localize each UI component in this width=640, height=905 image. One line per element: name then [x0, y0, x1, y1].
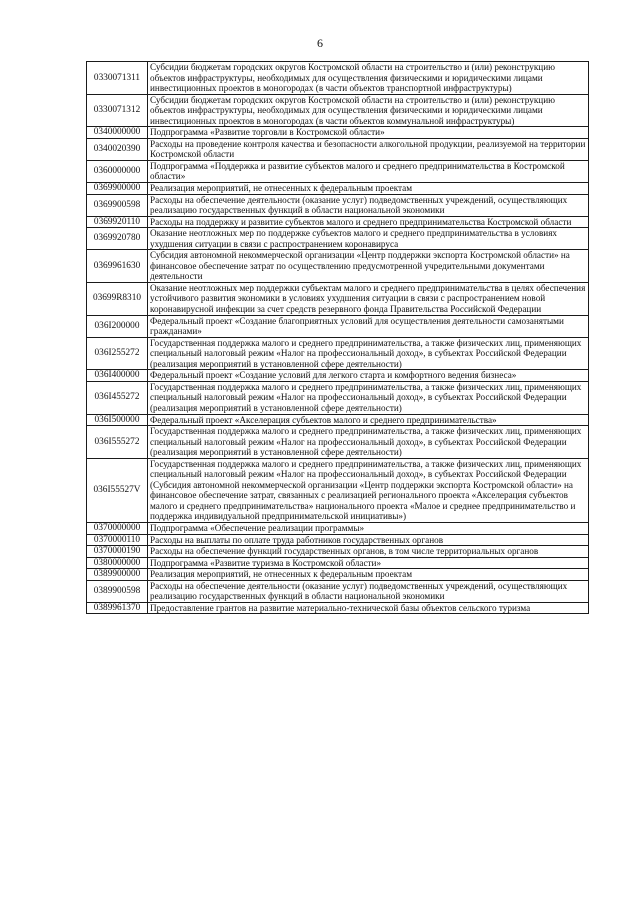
table-row — [87, 414, 589, 426]
classification-code: 0360000000 — [87, 160, 148, 182]
classification-code: 0370000190 — [87, 546, 148, 558]
classification-code: 0340000000 — [87, 127, 148, 139]
classification-code: 0369961630 — [87, 250, 148, 283]
table-row — [87, 194, 589, 216]
expense-description: Федеральный проект «Создание благоприятных условий для осуществления деятельности самозанятыми гражданами» — [148, 315, 589, 337]
classification-code: 036I255272 — [87, 337, 148, 370]
expense-description: Субсидии бюджетам городских округов Костромской области на строительство и (или) реконструкцию объектов инфраструктуры, необходимых для осуществления физическими и юридическими лицами инвестиционных проектов в моногородах (в части объектов транспортной инфраструктуры) — [148, 62, 589, 95]
classification-code: 0369900000 — [87, 183, 148, 195]
classification-code: 03699R8310 — [87, 282, 148, 315]
classification-code: 0370000000 — [87, 522, 148, 534]
classification-code: 0369920780 — [87, 228, 148, 250]
expense-description: Субсидии бюджетам городских округов Костромской области на строительство и (или) реконструкцию объектов инфраструктуры, необходимых для осуществления физическими и юридическими лицами инвестиционных проектов в моногородах (в части объектов коммунальной инфраструктуры) — [148, 94, 589, 127]
classification-code: 0380000000 — [87, 557, 148, 569]
expense-description: Расходы на обеспечение функций государственных органов, в том числе территориальных органов — [148, 546, 589, 558]
table-row — [87, 183, 589, 195]
table-row — [87, 522, 589, 534]
table-row — [87, 337, 589, 370]
expense-description: Федеральный проект «Акселерация субъектов малого и среднего предпринимательства» — [148, 414, 589, 426]
expense-description: Государственная поддержка малого и среднего предпринимательства, а также физических лиц, применяющих специальный налоговый режим «Налог на профессиональный доход», в субъектах Российской Федерации (реализация мероприятий в установленной сфере деятельности) — [148, 381, 589, 414]
classification-code: 0369920110 — [87, 216, 148, 228]
table-row — [87, 569, 589, 581]
table-row — [87, 282, 589, 315]
classification-code: 0330071311 — [87, 62, 148, 95]
table-row — [87, 228, 589, 250]
table-row — [87, 580, 589, 602]
expense-description: Реализация мероприятий, не отнесенных к федеральным проектам — [148, 569, 589, 581]
expense-description: Федеральный проект «Создание условий для легкого старта и комфортного ведения бизнеса» — [148, 370, 589, 382]
classification-code: 036I200000 — [87, 315, 148, 337]
classification-code: 036I400000 — [87, 370, 148, 382]
expense-description: Расходы на поддержку и развитие субъектов малого и среднего предпринимательства Костромской области — [148, 216, 589, 228]
classification-code: 0389900000 — [87, 569, 148, 581]
table-row — [87, 62, 589, 95]
classification-code: 0370000110 — [87, 534, 148, 546]
table-row — [87, 216, 589, 228]
expense-description: Оказание неотложных мер поддержки субъектам малого и среднего предпринимательства в целях обеспечения устойчивого развития экономики в условиях ухудшения ситуации в связи с распространением новой коронавирусной инфекции за счет средств резервного фонда Правительства Российской Федерации — [148, 282, 589, 315]
table-row — [87, 315, 589, 337]
table-row — [87, 94, 589, 127]
table-row — [87, 127, 589, 139]
expense-description: Оказание неотложных мер по поддержке субъектов малого и среднего предпринимательства в условиях ухудшения ситуации в связи с распространением коронавируса — [148, 228, 589, 250]
expense-description: Подпрограмма «Поддержка и развитие субъектов малого и среднего предпринимательства в Костромской области» — [148, 160, 589, 182]
expense-description: Расходы на выплаты по оплате труда работников государственных органов — [148, 534, 589, 546]
table-row — [87, 534, 589, 546]
classification-code: 0330071312 — [87, 94, 148, 127]
table-row — [87, 250, 589, 283]
classification-code: 0389961370 — [87, 602, 148, 614]
expense-description: Государственная поддержка малого и среднего предпринимательства, а также физических лиц, применяющих специальный налоговый режим «Налог на профессиональный доход», в субъектах Российской Федерации (реализация мероприятий в установленной сфере деятельности) — [148, 426, 589, 459]
table-row — [87, 138, 589, 160]
classification-code: 036I555272 — [87, 426, 148, 459]
table-row — [87, 426, 589, 459]
classification-code: 0389900598 — [87, 580, 148, 602]
table-row — [87, 458, 589, 522]
page-number: 6 — [317, 36, 323, 50]
budget-classification-table — [86, 61, 589, 614]
classification-code: 036I500000 — [87, 414, 148, 426]
expense-description: Субсидия автономной некоммерческой организации «Центр поддержки экспорта Костромской области» на финансовое обеспечение затрат по осуществлению предусмотренной учредительными документами деятельности — [148, 250, 589, 283]
table-body — [87, 62, 589, 614]
expense-description: Подпрограмма «Развитие торговли в Костромской области» — [148, 127, 589, 139]
classification-code: 036I55527V — [87, 458, 148, 522]
expense-description: Предоставление грантов на развитие материально-технической базы объектов сельского туризма — [148, 602, 589, 614]
expense-description: Государственная поддержка малого и среднего предпринимательства, а также физических лиц, применяющих специальный налоговый режим «Налог на профессиональный доход», в субъектах Российской Федерации (реализация мероприятий в установленной сфере деятельности) — [148, 337, 589, 370]
expense-description: Расходы на обеспечение деятельности (оказание услуг) подведомственных учреждений, осуществляющих реализацию государственных функций в области национальной экономики — [148, 580, 589, 602]
classification-code: 036I455272 — [87, 381, 148, 414]
table-row — [87, 381, 589, 414]
expense-description: Реализация мероприятий, не отнесенных к федеральным проектам — [148, 183, 589, 195]
expense-description: Расходы на обеспечение деятельности (оказание услуг) подведомственных учреждений, осуществляющих реализацию государственных функций в области национальной экономики — [148, 194, 589, 216]
table-row — [87, 370, 589, 382]
table-row — [87, 602, 589, 614]
expense-description: Расходы на проведение контроля качества и безопасности алкогольной продукции, реализуемой на территории Костромской области — [148, 138, 589, 160]
classification-code: 0369900598 — [87, 194, 148, 216]
table-row — [87, 546, 589, 558]
table-row — [87, 557, 589, 569]
expense-description: Подпрограмма «Развитие туризма в Костромской области» — [148, 557, 589, 569]
table-row — [87, 160, 589, 182]
classification-code: 0340020390 — [87, 138, 148, 160]
expense-description: Подпрограмма «Обеспечение реализации программы» — [148, 522, 589, 534]
expense-description: Государственная поддержка малого и среднего предпринимательства, а также физических лиц, применяющих специальный налоговый режим «Налог на профессиональный доход», в субъектах Российской Федерации (Субсидия автономной некоммерческой организации «Центр поддержки экспорта Костромской области» на финансовое обеспечение затрат, связанных с реализацией регионального проекта «Акселерация субъектов малого и среднего предпринимательства» национального проекта «Малое и среднее предпринимательство и поддержка индивидуальной предпринимательской инициативы») — [148, 458, 589, 522]
